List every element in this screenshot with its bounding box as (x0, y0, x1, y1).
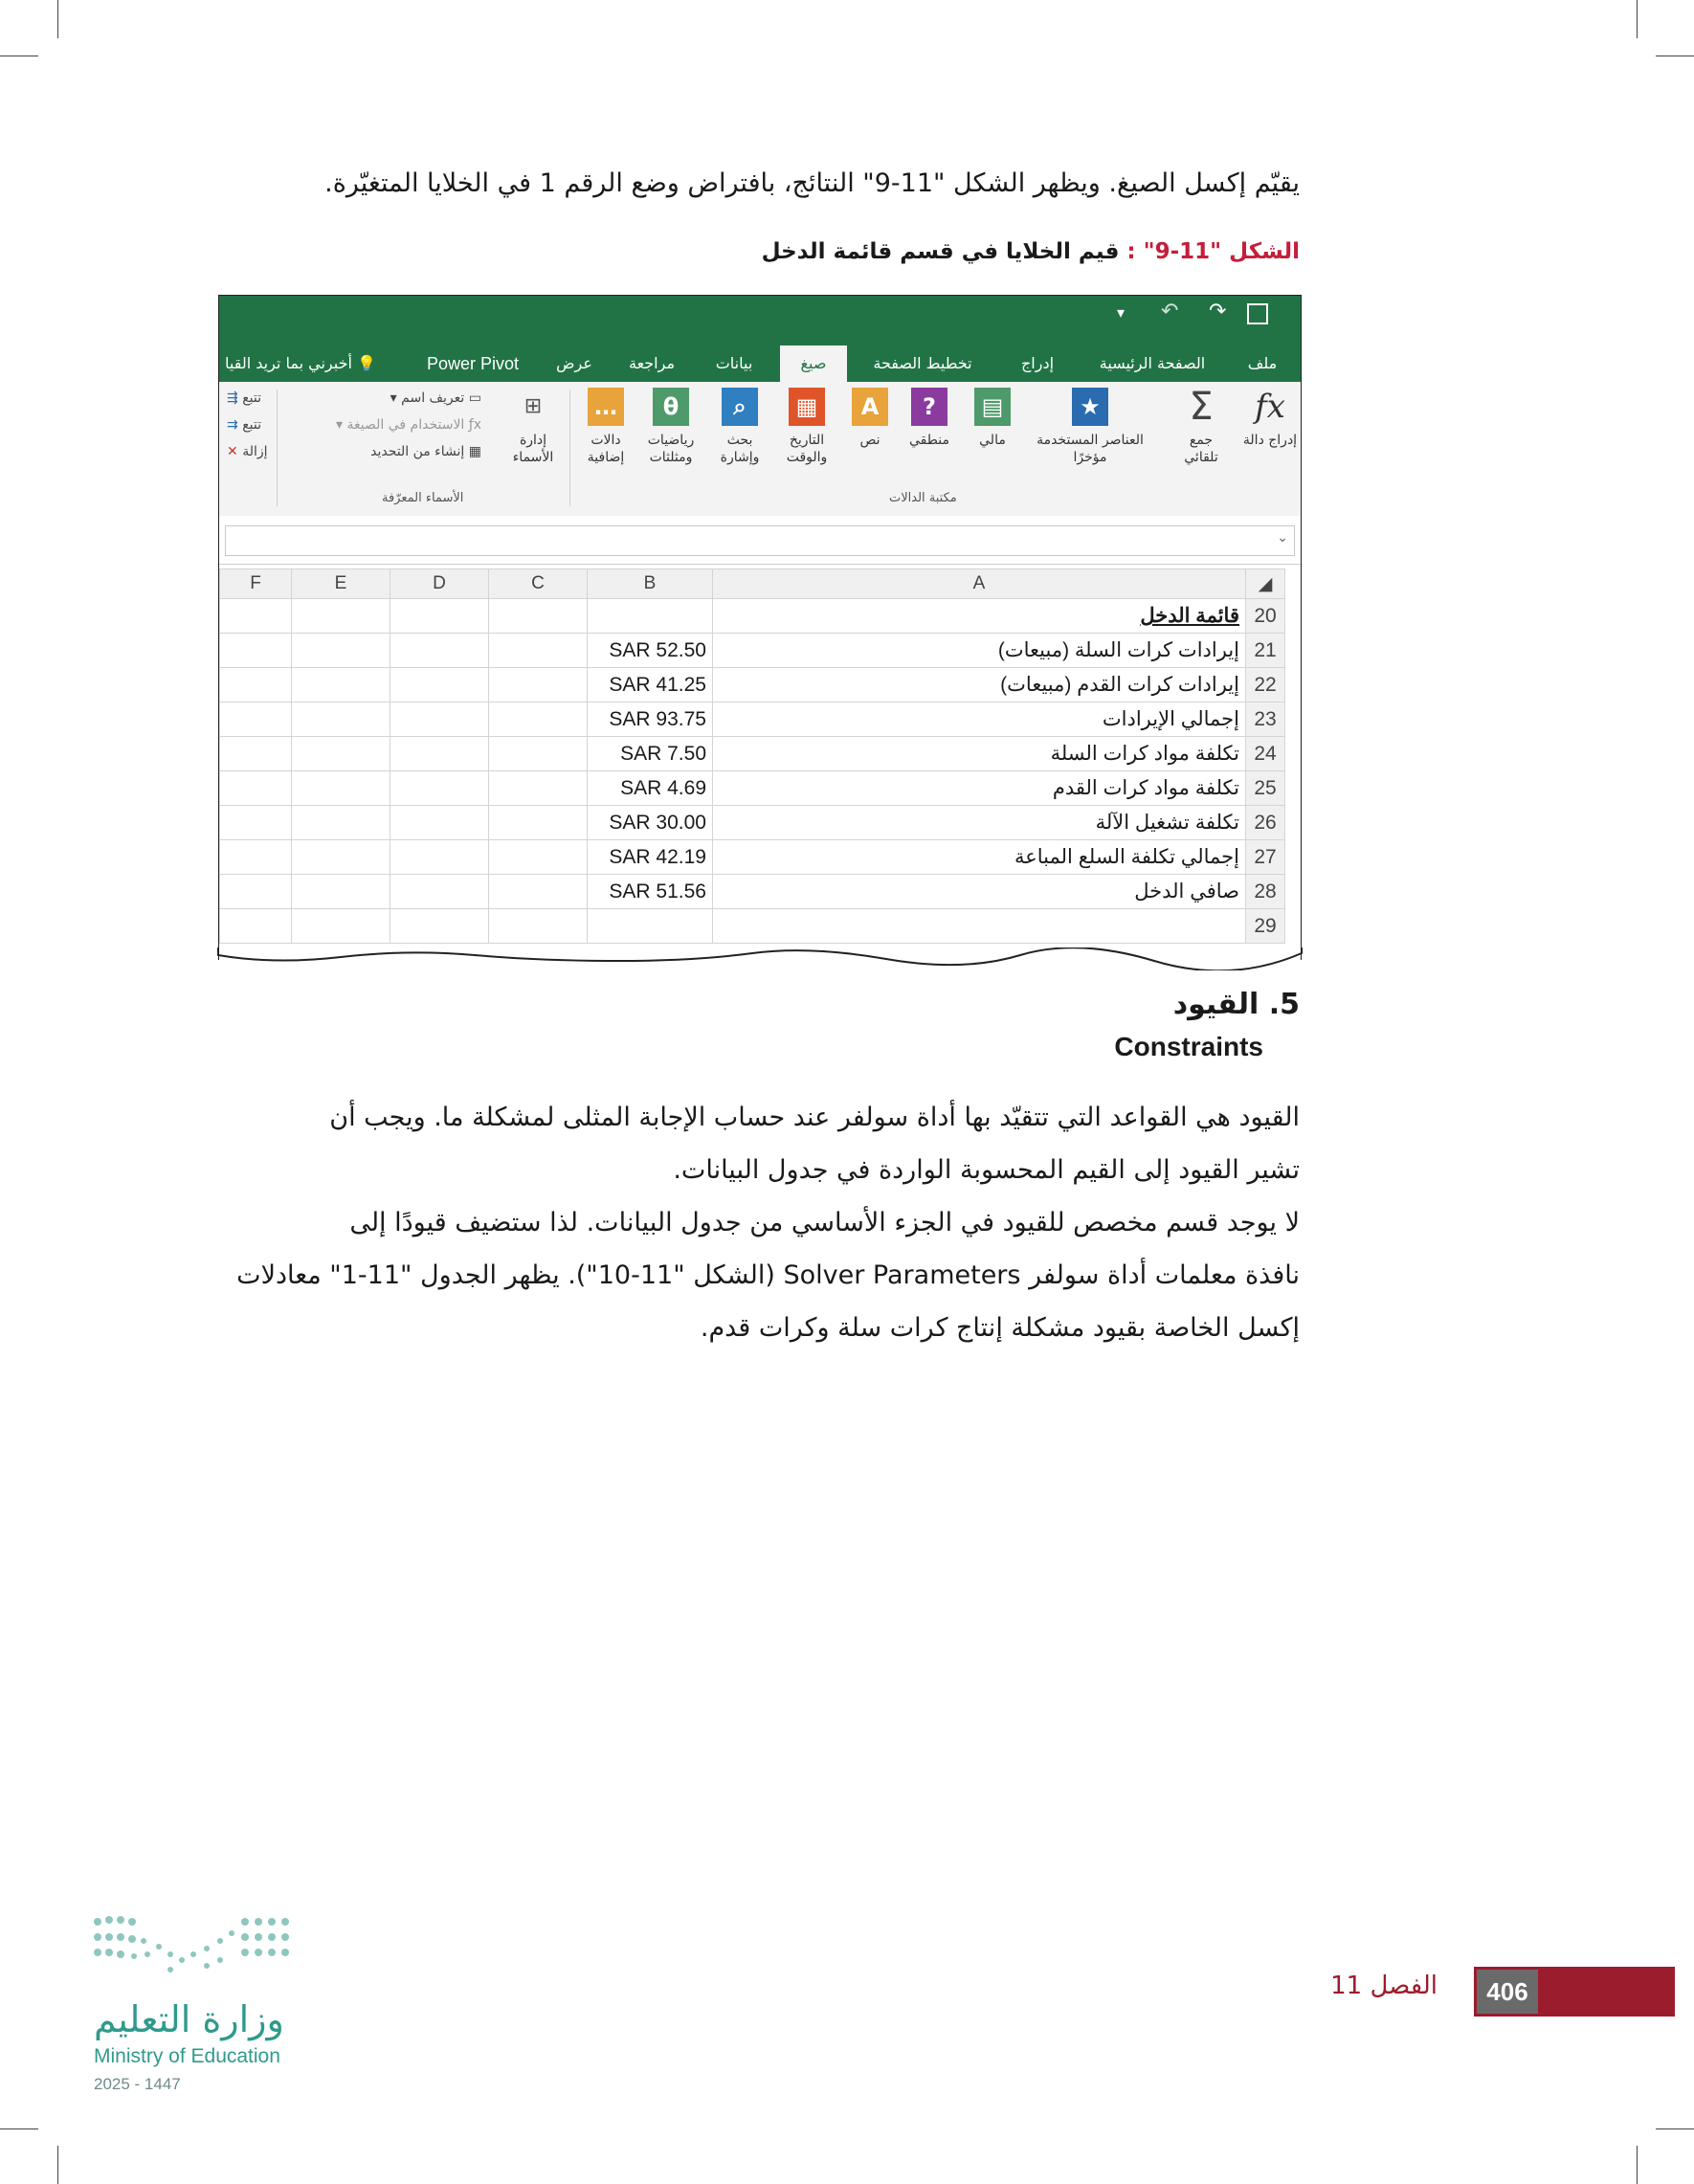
cell[interactable] (390, 840, 489, 875)
cell[interactable] (292, 909, 390, 944)
name-manager-button[interactable] (502, 388, 564, 466)
lightbulb-icon: 💡 (357, 354, 376, 372)
crop-mark (1656, 2128, 1694, 2129)
save-icon[interactable] (1247, 303, 1268, 324)
lookup-button[interactable] (709, 388, 770, 466)
tab-page-layout[interactable]: تخطيط الصفحة (873, 354, 972, 372)
cell[interactable] (292, 806, 390, 840)
cell[interactable] (489, 599, 588, 634)
cell-b[interactable]: SAR 42.19 (588, 840, 713, 875)
cell[interactable] (220, 771, 292, 806)
create-from-selection-button[interactable] (370, 441, 481, 462)
financial-icon: ▤ (974, 388, 1011, 426)
cell[interactable] (390, 909, 489, 944)
cell-b[interactable]: SAR 93.75 (588, 702, 713, 737)
cell-a[interactable]: قائمة الدخل (713, 599, 1246, 634)
cell-b[interactable] (588, 909, 713, 944)
cell[interactable] (489, 806, 588, 840)
row-number[interactable]: 22 (1246, 668, 1285, 702)
table-row (220, 702, 1285, 737)
cell-b[interactable]: SAR 51.56 (588, 875, 713, 909)
table-row (220, 771, 1285, 806)
math-button[interactable] (640, 388, 702, 466)
crop-mark (57, 0, 58, 38)
remove-arrows-button[interactable] (227, 441, 268, 462)
section-heading: 5. القيود (1172, 988, 1300, 1021)
use-in-formula-button[interactable]: ƒx الاستخدام في الصيغة ▾ (336, 417, 481, 433)
define-name-label: تعريف اسم (401, 390, 465, 406)
financial-button[interactable] (962, 388, 1023, 449)
insert-function-label: إدراج دالة (1242, 433, 1298, 448)
logo-year: 2025 - 1447 (94, 2075, 181, 2093)
cell[interactable] (489, 875, 588, 909)
cell[interactable] (292, 840, 390, 875)
cell-a[interactable]: تكلفة مواد كرات السلة (713, 737, 1246, 771)
cell[interactable] (390, 668, 489, 702)
lookup-label: بحث وإشارة (720, 433, 760, 465)
trace-dependents-button[interactable] (227, 414, 261, 435)
theta-icon: θ (653, 388, 689, 426)
lookup-icon: ⌕ (722, 388, 758, 426)
column-header-d[interactable]: D (390, 569, 489, 599)
recent-label: العناصر المستخدمة مؤخرًا (1036, 433, 1144, 465)
cell[interactable] (220, 806, 292, 840)
name-manager-label: إدارة الأسماء (512, 433, 554, 465)
figure-separator: : (1126, 239, 1136, 264)
cell[interactable] (390, 771, 489, 806)
datetime-button[interactable] (776, 388, 837, 466)
chapter-label: الفصل 11 (1330, 1972, 1438, 2000)
quick-access-toolbar (219, 296, 1301, 336)
row-number[interactable]: 21 (1246, 634, 1285, 668)
cell[interactable] (292, 634, 390, 668)
remove-arrows-icon: ✕ (227, 444, 238, 459)
datetime-label: التاريخ والوقت (786, 433, 828, 465)
formulas-ribbon (219, 382, 1301, 517)
select-all-corner[interactable]: ◢ (1246, 569, 1285, 599)
trace-precedents-label: تتبع (242, 390, 261, 406)
table-row (220, 634, 1285, 668)
cell[interactable] (220, 840, 292, 875)
cell-a[interactable]: تكلفة تشغيل الآلة (713, 806, 1246, 840)
constraints-line: لا يوجد قسم مخصص للقيود في الجزء الأساسي من جدول البيانات. لذا ستضيف قيودًا إلى (349, 1208, 1300, 1237)
autosum-label: جمع تلقائي (1184, 433, 1218, 465)
tell-me-label: أخبرني بما تريد القيا (225, 354, 352, 372)
tag-icon: ▭ (468, 390, 481, 406)
spreadsheet-grid (219, 568, 1301, 960)
cell-b[interactable]: SAR 52.50 (588, 634, 713, 668)
row-number[interactable]: 25 (1246, 771, 1285, 806)
recent-functions-button[interactable] (1023, 388, 1157, 466)
cell[interactable] (220, 702, 292, 737)
cell[interactable] (489, 702, 588, 737)
cell[interactable] (489, 634, 588, 668)
cell[interactable] (292, 737, 390, 771)
cell[interactable] (390, 806, 489, 840)
group-label-library: مكتبة الدالات (889, 491, 957, 505)
cell[interactable] (292, 702, 390, 737)
intro-paragraph: يقيّم إكسل الصيغ. ويظهر الشكل "11-9" النتائج، بافتراض وضع الرقم 1 في الخلايا المتغيّرة. (324, 168, 1300, 198)
use-in-formula-label: الاستخدام في الصيغة (346, 417, 465, 433)
tab-home[interactable]: الصفحة الرئيسية (1099, 354, 1206, 372)
more-label: دالات إضافية (587, 433, 625, 465)
cell[interactable] (390, 737, 489, 771)
constraints-line: نافذة معلمات أداة سولفر Solver Parameters (الشكل "11-10"). يظهر الجدول "11-1" معادلات (236, 1260, 1300, 1290)
cell-b[interactable]: SAR 7.50 (588, 737, 713, 771)
cell[interactable] (292, 668, 390, 702)
cell[interactable] (390, 599, 489, 634)
ministry-logo-dots (92, 1912, 312, 1989)
figure-caption (762, 239, 1300, 264)
grid-small-icon: ▦ (468, 444, 481, 459)
cell-b[interactable]: SAR 4.69 (588, 771, 713, 806)
redo-icon[interactable]: ↷ (1209, 300, 1227, 323)
constraints-line: إكسل الخاصة بقيود مشكلة إنتاج كرات سلة وكرات قدم. (700, 1313, 1300, 1343)
cell[interactable] (220, 737, 292, 771)
cell[interactable] (220, 634, 292, 668)
cell[interactable] (489, 840, 588, 875)
text-button[interactable] (839, 388, 901, 449)
table-row (220, 875, 1285, 909)
constraints-line: تشير القيود إلى القيم المحسوبة الواردة في جدول البيانات. (673, 1155, 1300, 1185)
logo-english-text: Ministry of Education (94, 2045, 280, 2067)
trace-precedents-button[interactable] (227, 388, 261, 409)
row-number[interactable]: 20 (1246, 599, 1285, 634)
cell-a[interactable]: إيرادات كرات القدم (مبيعات) (713, 668, 1246, 702)
cell-a[interactable]: إيرادات كرات السلة (مبيعات) (713, 634, 1246, 668)
chevron-down-icon: ⌄ (1277, 530, 1288, 546)
logical-label: منطقي (909, 433, 949, 448)
ribbon-tabs (219, 336, 1301, 382)
cell-b[interactable]: SAR 30.00 (588, 806, 713, 840)
table-row (220, 737, 1285, 771)
column-header-b[interactable]: B (588, 569, 713, 599)
fx-icon: fx (1255, 388, 1285, 426)
sheet-table (219, 568, 1285, 944)
cell[interactable] (220, 875, 292, 909)
insert-function-button[interactable] (1239, 388, 1301, 449)
tab-view[interactable]: عرض (556, 354, 592, 372)
cell[interactable] (220, 599, 292, 634)
column-header-row (220, 569, 1285, 599)
crop-mark (1637, 0, 1638, 38)
cell[interactable] (390, 634, 489, 668)
figure-label: الشكل "11-9" (1143, 239, 1300, 264)
trace-arrow-icon: ⇶ (227, 390, 238, 406)
cell-b[interactable]: SAR 41.25 (588, 668, 713, 702)
customize-icon[interactable]: ▾ (1117, 303, 1126, 322)
undo-icon[interactable]: ↶ (1161, 300, 1179, 323)
crop-mark (0, 2128, 38, 2129)
cell[interactable] (489, 909, 588, 944)
column-header-f[interactable]: F (220, 569, 292, 599)
row-number[interactable]: 26 (1246, 806, 1285, 840)
more-icon: … (588, 388, 624, 426)
column-header-c[interactable]: C (489, 569, 588, 599)
formula-bar (219, 516, 1301, 565)
cell[interactable] (220, 668, 292, 702)
formula-input[interactable] (225, 525, 1295, 556)
page-number: 406 (1477, 1970, 1538, 2014)
tab-formulas[interactable]: صيغ (780, 345, 847, 382)
figure-title: قيم الخلايا في قسم قائمة الدخل (761, 239, 1120, 264)
crop-mark (1637, 2146, 1638, 2184)
column-header-e[interactable]: E (292, 569, 390, 599)
tab-data[interactable]: بيانات (715, 354, 753, 372)
torn-edge (216, 947, 1304, 970)
group-label-names: الأسماء المعرّفة (382, 491, 464, 505)
math-label: رياضيات ومثلثات (647, 433, 695, 465)
cell-a[interactable]: إجمالي الإيرادات (713, 702, 1246, 737)
autosum-button[interactable] (1170, 385, 1232, 466)
cell-a[interactable]: إجمالي تكلفة السلع المباعة (713, 840, 1246, 875)
table-row (220, 668, 1285, 702)
remove-arrows-label: إزالة (242, 444, 268, 459)
create-from-selection-label: إنشاء من التحديد (370, 444, 465, 459)
constraints-line: القيود هي القواعد التي تتقيّد بها أداة سولفر عند حساب الإجابة المثلى لمشكلة ما. ويجب أن (329, 1103, 1300, 1132)
group-separator (569, 390, 570, 506)
name-manager-icon: ⊞ (524, 394, 543, 418)
group-separator (277, 390, 278, 506)
crop-mark (57, 2146, 58, 2184)
trace-dependents-label: تتبع (242, 417, 261, 433)
cell[interactable] (220, 909, 292, 944)
trace-dependents-icon: ⇉ (227, 417, 238, 433)
tab-tell-me[interactable] (219, 345, 382, 382)
cell[interactable] (489, 668, 588, 702)
cell[interactable] (292, 771, 390, 806)
table-row (220, 599, 1285, 634)
financial-label: مالي (979, 433, 1006, 448)
table-row (220, 806, 1285, 840)
tab-file[interactable]: ملف (1247, 354, 1278, 372)
define-name-button[interactable]: ▭ تعريف اسم ▾ (390, 390, 481, 406)
table-row (220, 840, 1285, 875)
cell[interactable] (292, 875, 390, 909)
cell-a[interactable]: تكلفة مواد كرات القدم (713, 771, 1246, 806)
cell[interactable] (489, 771, 588, 806)
more-functions-button[interactable] (575, 388, 636, 466)
row-number[interactable]: 29 (1246, 909, 1285, 944)
row-number[interactable]: 24 (1246, 737, 1285, 771)
section-heading-en: Constraints (1114, 1032, 1263, 1061)
cell[interactable] (390, 702, 489, 737)
cell[interactable] (390, 875, 489, 909)
fx-small-icon: ƒx (468, 417, 481, 433)
tab-power-pivot[interactable]: Power Pivot (426, 354, 520, 373)
cell[interactable] (489, 737, 588, 771)
cell[interactable] (292, 599, 390, 634)
table-row (220, 909, 1285, 944)
row-number[interactable]: 28 (1246, 875, 1285, 909)
row-number[interactable]: 27 (1246, 840, 1285, 875)
tab-review[interactable]: مراجعة (628, 354, 676, 372)
column-header-a[interactable]: A (713, 569, 1246, 599)
logo-arabic-text: وزارة التعليم (94, 1998, 284, 2040)
text-label: نص (859, 433, 880, 448)
cell-a[interactable]: صافي الدخل (713, 875, 1246, 909)
excel-screenshot (218, 295, 1302, 960)
text-a-icon: A (852, 388, 888, 426)
calendar-icon: ▦ (789, 388, 825, 426)
cell-b[interactable] (588, 599, 713, 634)
star-icon: ★ (1072, 388, 1108, 426)
question-icon: ? (911, 388, 947, 426)
cell-a[interactable] (713, 909, 1246, 944)
row-number[interactable]: 23 (1246, 702, 1285, 737)
sigma-icon: Σ (1189, 385, 1214, 429)
tab-insert[interactable]: إدراج (1020, 354, 1055, 372)
logical-button[interactable] (899, 388, 960, 449)
